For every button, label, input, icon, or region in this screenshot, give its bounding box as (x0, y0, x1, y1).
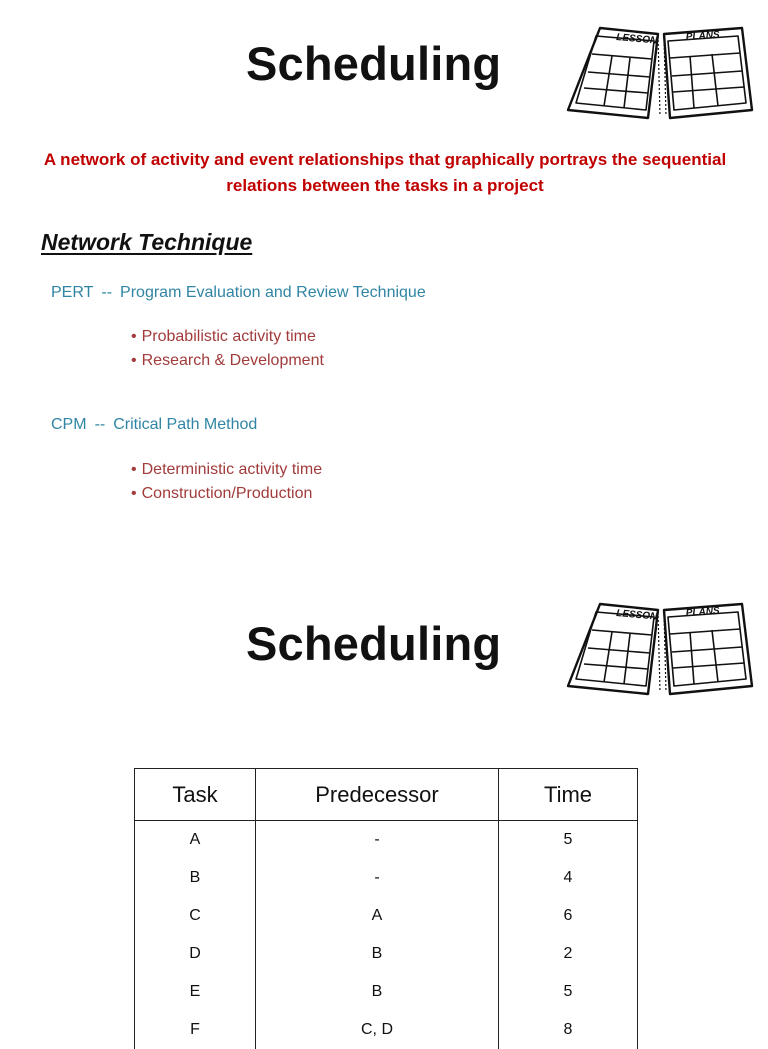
table-row (135, 973, 638, 1011)
slide-title: Scheduling (246, 617, 502, 670)
cell-task: A (135, 821, 256, 860)
cpm-bullet-list (131, 458, 322, 505)
cell-predecessor: B (256, 973, 499, 1011)
cell-predecessor: C, D (256, 1011, 499, 1049)
cell-task: D (135, 935, 256, 973)
definition-text: A network of activity and event relationships that graphically portrays the sequential relations between the tasks in a project (43, 150, 727, 195)
table-row (135, 897, 638, 935)
header-time: Time (499, 769, 638, 821)
lesson-plans-book-illustration (560, 598, 760, 698)
list-item: • Construction/Production (131, 482, 322, 506)
list-item: • Probabilistic activity time (131, 325, 324, 349)
cpm-line (51, 416, 257, 434)
pert-bullet-list (131, 325, 324, 372)
list-item: • Research & Development (131, 349, 324, 373)
cell-time: 6 (499, 897, 638, 935)
cpm-separator: -- (94, 416, 106, 433)
lesson-plans-book-illustration (560, 22, 760, 122)
cell-predecessor: - (256, 821, 499, 860)
table-row (135, 821, 638, 860)
cell-time: 5 (499, 821, 638, 860)
table-header-row (135, 769, 638, 821)
table-row (135, 859, 638, 897)
table-row (135, 1011, 638, 1049)
section-heading: Network Technique (41, 229, 253, 255)
cell-time: 2 (499, 935, 638, 973)
list-item: • Deterministic activity time (131, 458, 322, 482)
pert-name: Program Evaluation and Review Technique (120, 284, 426, 301)
cell-predecessor: B (256, 935, 499, 973)
cell-task: B (135, 859, 256, 897)
cell-predecessor: A (256, 897, 499, 935)
cell-task: C (135, 897, 256, 935)
table-row (135, 935, 638, 973)
lesson-label: LESSON (615, 32, 658, 47)
cell-task: F (135, 1011, 256, 1049)
pert-separator: -- (101, 284, 113, 301)
pert-line (51, 284, 426, 302)
lesson-label: LESSON (615, 608, 658, 623)
cell-time: 5 (499, 973, 638, 1011)
cpm-name: Critical Path Method (113, 416, 258, 433)
cell-task: E (135, 973, 256, 1011)
cell-time: 4 (499, 859, 638, 897)
header-predecessor: Predecessor (256, 769, 499, 821)
slide-title: Scheduling (246, 37, 502, 90)
slide-2 (0, 580, 768, 1038)
task-table (134, 768, 638, 1049)
plans-label: PLANS (685, 605, 721, 619)
header-task: Task (135, 769, 256, 821)
cpm-abbr: CPM (51, 416, 87, 433)
plans-label: PLANS (685, 29, 721, 43)
pert-abbr: PERT (51, 284, 94, 301)
cell-predecessor: - (256, 859, 499, 897)
cell-time: 8 (499, 1011, 638, 1049)
